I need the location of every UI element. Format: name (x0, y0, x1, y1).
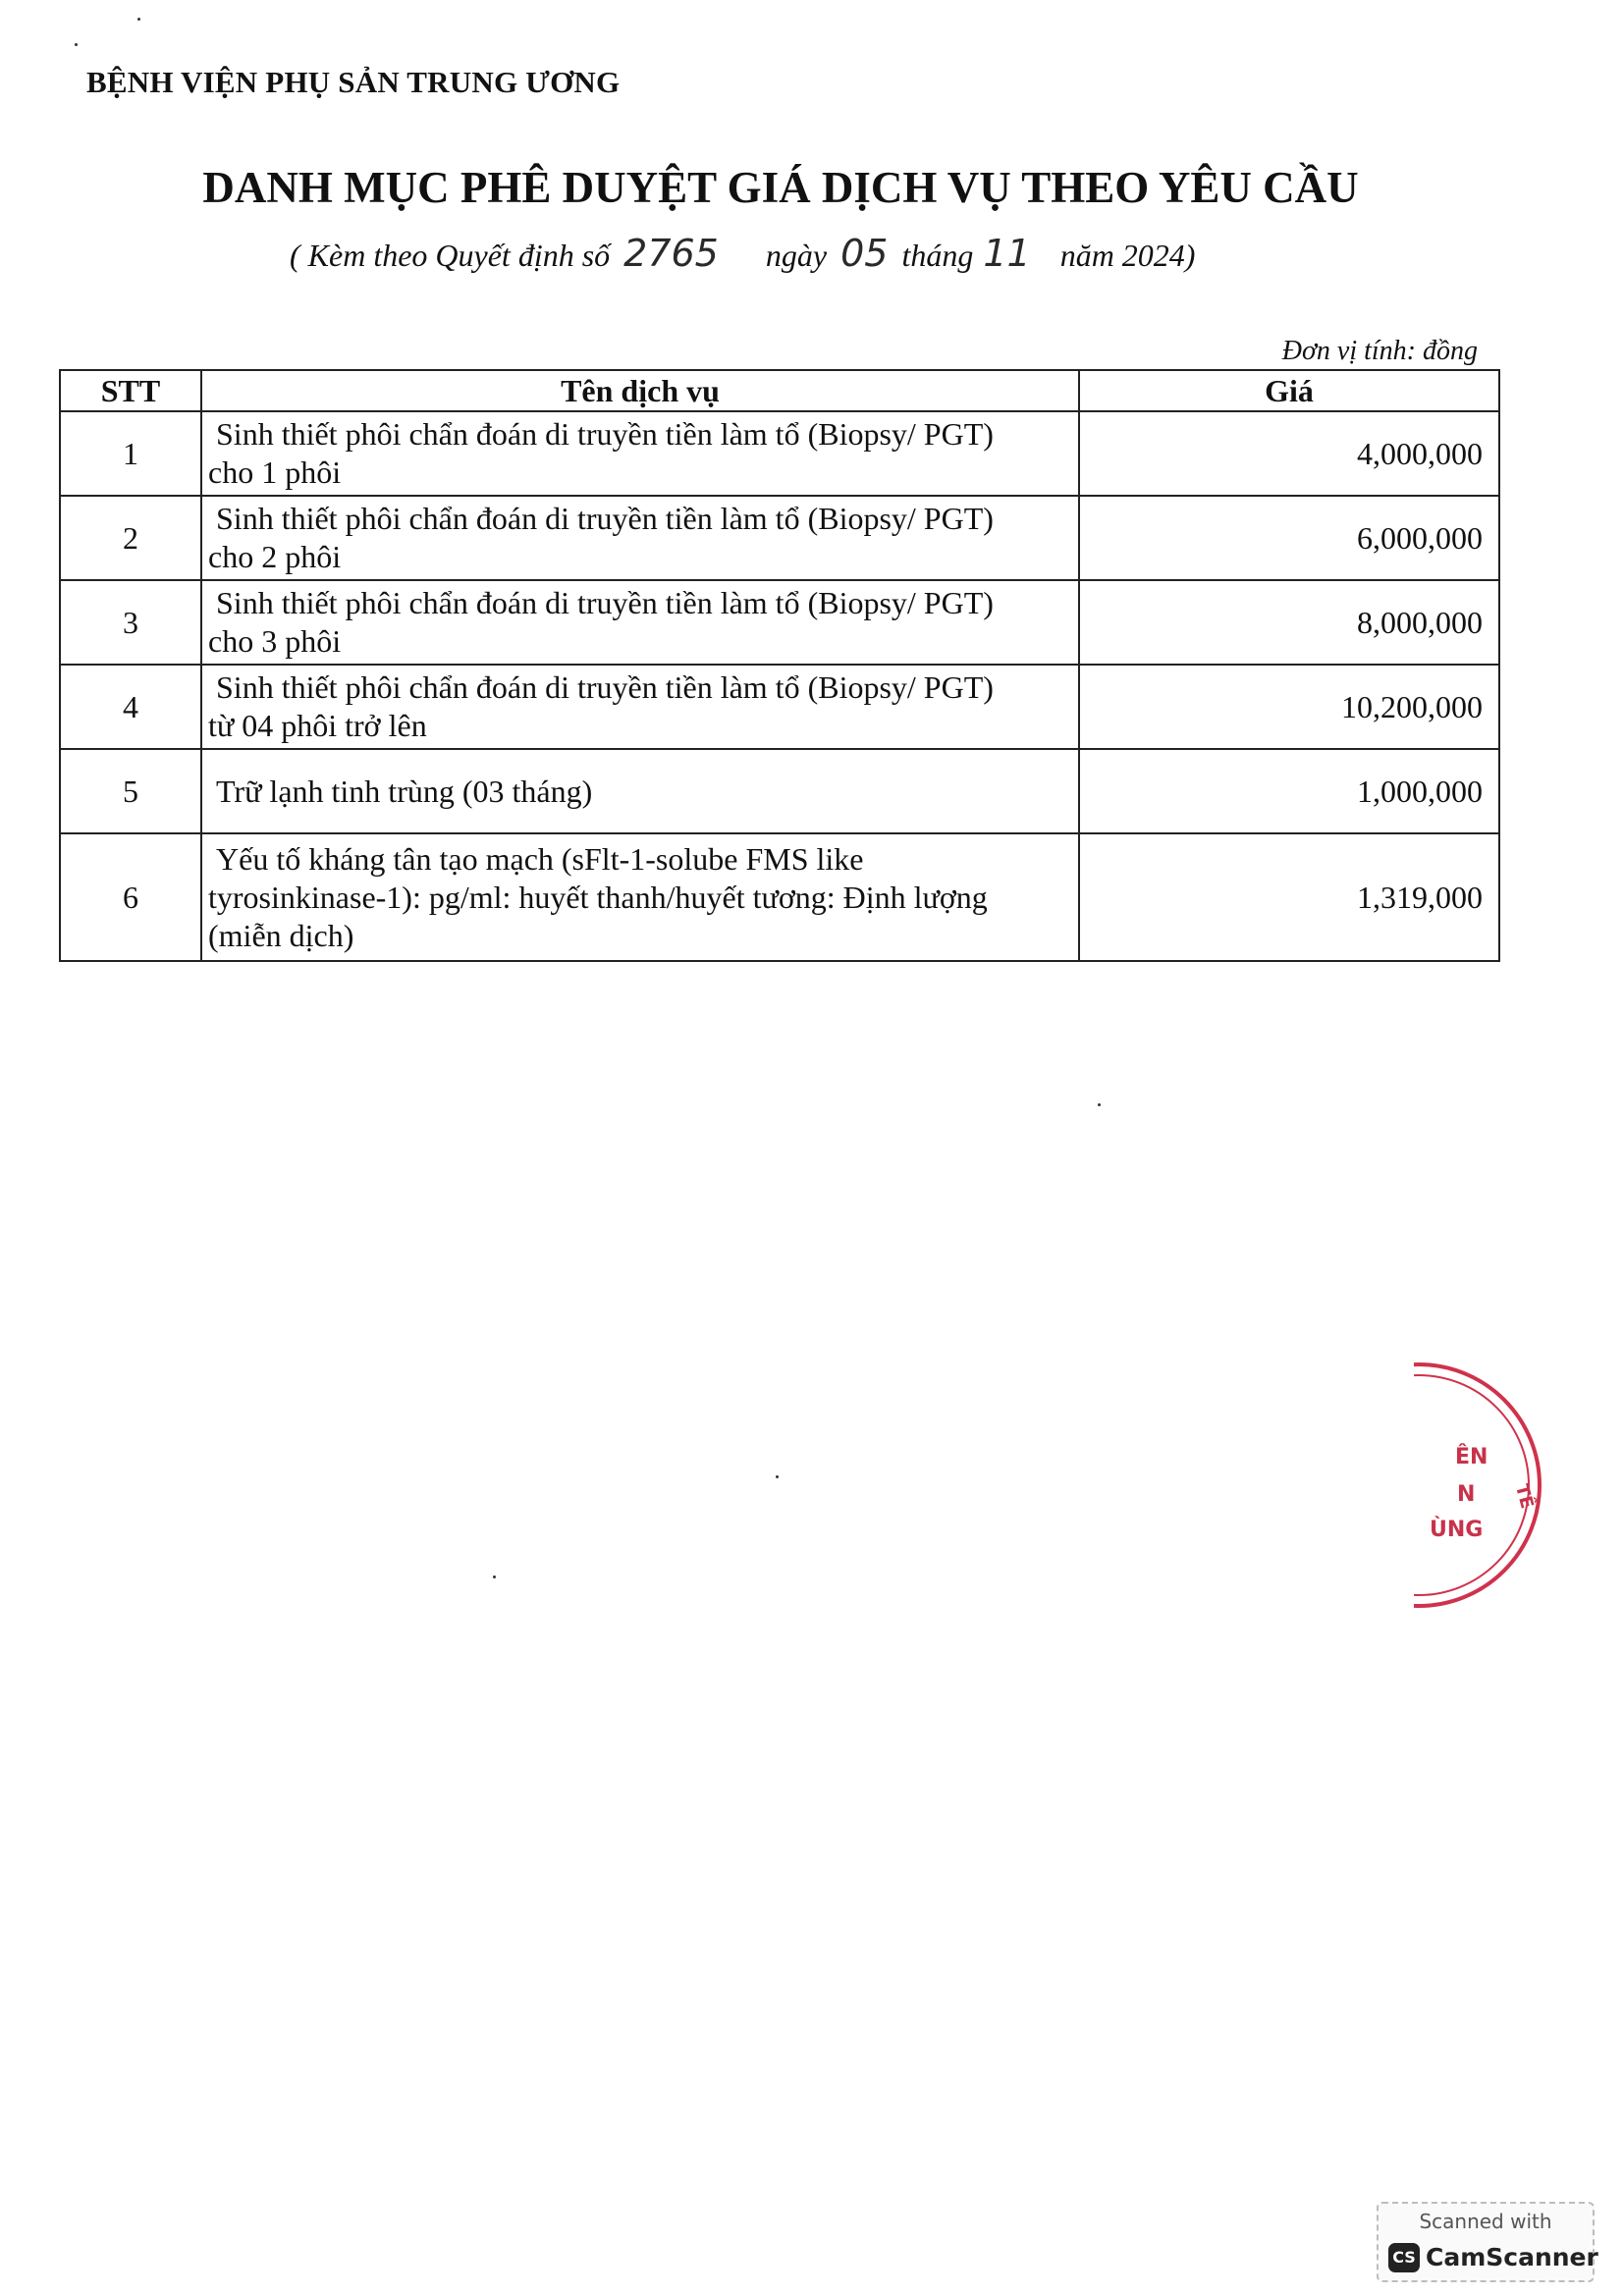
seal-text: ÙNG (1430, 1518, 1484, 1542)
row-stt: 6 (60, 833, 201, 961)
row-service-name (201, 411, 1079, 496)
seal-text: N (1457, 1482, 1476, 1507)
table-row (60, 411, 1499, 496)
table-header-row (60, 370, 1499, 411)
seal-text: ÊN (1455, 1445, 1488, 1469)
row-stt: 1 (60, 411, 201, 496)
subtitle-year-label: năm 2024) (1059, 238, 1196, 273)
currency-unit: Đơn vị tính: đồng (1281, 336, 1478, 366)
row-price: 1,000,000 (1079, 749, 1499, 833)
row-price: 8,000,000 (1079, 580, 1499, 665)
service-name-line: Sinh thiết phôi chẩn đoán di truyền tiền làm tổ (Biopsy/ PGT) (216, 501, 994, 536)
decision-reference (290, 232, 1195, 275)
service-name-line: cho 1 phôi (208, 454, 342, 490)
price-table (59, 369, 1500, 962)
subtitle-month-label: tháng (901, 238, 974, 273)
service-name-line: cho 2 phôi (208, 539, 342, 574)
table-row (60, 496, 1499, 580)
service-name-line: Sinh thiết phôi chẩn đoán di truyền tiền làm tổ (Biopsy/ PGT) (216, 669, 994, 705)
header-stt: STT (60, 370, 201, 411)
service-name-line: từ 04 phôi trở lên (208, 708, 427, 743)
table-row (60, 580, 1499, 665)
table-row (60, 665, 1499, 749)
row-service-name (201, 580, 1079, 665)
row-price: 10,200,000 (1079, 665, 1499, 749)
row-service-name (201, 496, 1079, 580)
camscanner-watermark (1377, 2202, 1598, 2282)
header-price: Giá (1079, 370, 1499, 411)
row-price: 4,000,000 (1079, 411, 1499, 496)
scan-speck (1098, 1103, 1101, 1106)
handwritten-month: 11 (983, 232, 1031, 275)
watermark-caption: Scanned with (1419, 2210, 1552, 2233)
scan-speck (137, 18, 140, 21)
service-name-line: Sinh thiết phôi chẩn đoán di truyền tiền làm tổ (Biopsy/ PGT) (216, 585, 994, 620)
hospital-name: BỆNH VIỆN PHỤ SẢN TRUNG ƯƠNG (86, 65, 621, 99)
subtitle-day-label: ngày (765, 238, 828, 273)
scan-speck (493, 1575, 496, 1578)
scan-speck (776, 1475, 779, 1478)
service-name-line: (miễn dịch) (208, 917, 354, 953)
row-service-name (201, 665, 1079, 749)
subtitle-prefix: ( Kèm theo Quyết định số (290, 238, 611, 273)
row-stt: 4 (60, 665, 201, 749)
service-name-line: Yếu tố kháng tân tạo mạch (sFlt-1-solube FMS like (216, 840, 864, 877)
handwritten-day: 05 (840, 232, 889, 275)
row-price: 6,000,000 (1079, 496, 1499, 580)
header-service-name: Tên dịch vụ (201, 370, 1079, 411)
official-seal (1414, 1362, 1551, 1618)
row-price: 1,319,000 (1079, 833, 1499, 961)
row-service-name (201, 833, 1079, 961)
table-row (60, 833, 1499, 961)
camscanner-logo-icon: CS (1388, 2243, 1420, 2272)
scan-speck (75, 43, 78, 46)
handwritten-decision-number: 2765 (623, 232, 719, 275)
table-row (60, 749, 1499, 833)
document-title: DANH MỤC PHÊ DUYỆT GIÁ DỊCH VỤ THEO YÊU CẦU (202, 163, 1359, 212)
row-service-name (201, 749, 1079, 833)
row-stt: 5 (60, 749, 201, 833)
row-stt: 2 (60, 496, 201, 580)
watermark-brand: CamScanner (1426, 2243, 1598, 2271)
service-name-line: cho 3 phôi (208, 623, 342, 659)
seal-text: TẾ (1510, 1481, 1538, 1512)
service-name-line: tyrosinkinase-1): pg/ml: huyết thanh/huyết tương: Định lượng (208, 879, 988, 915)
service-name-line: Trữ lạnh tinh trùng (03 tháng) (216, 773, 593, 809)
service-name-line: Sinh thiết phôi chẩn đoán di truyền tiền làm tổ (Biopsy/ PGT) (216, 416, 994, 452)
row-stt: 3 (60, 580, 201, 665)
